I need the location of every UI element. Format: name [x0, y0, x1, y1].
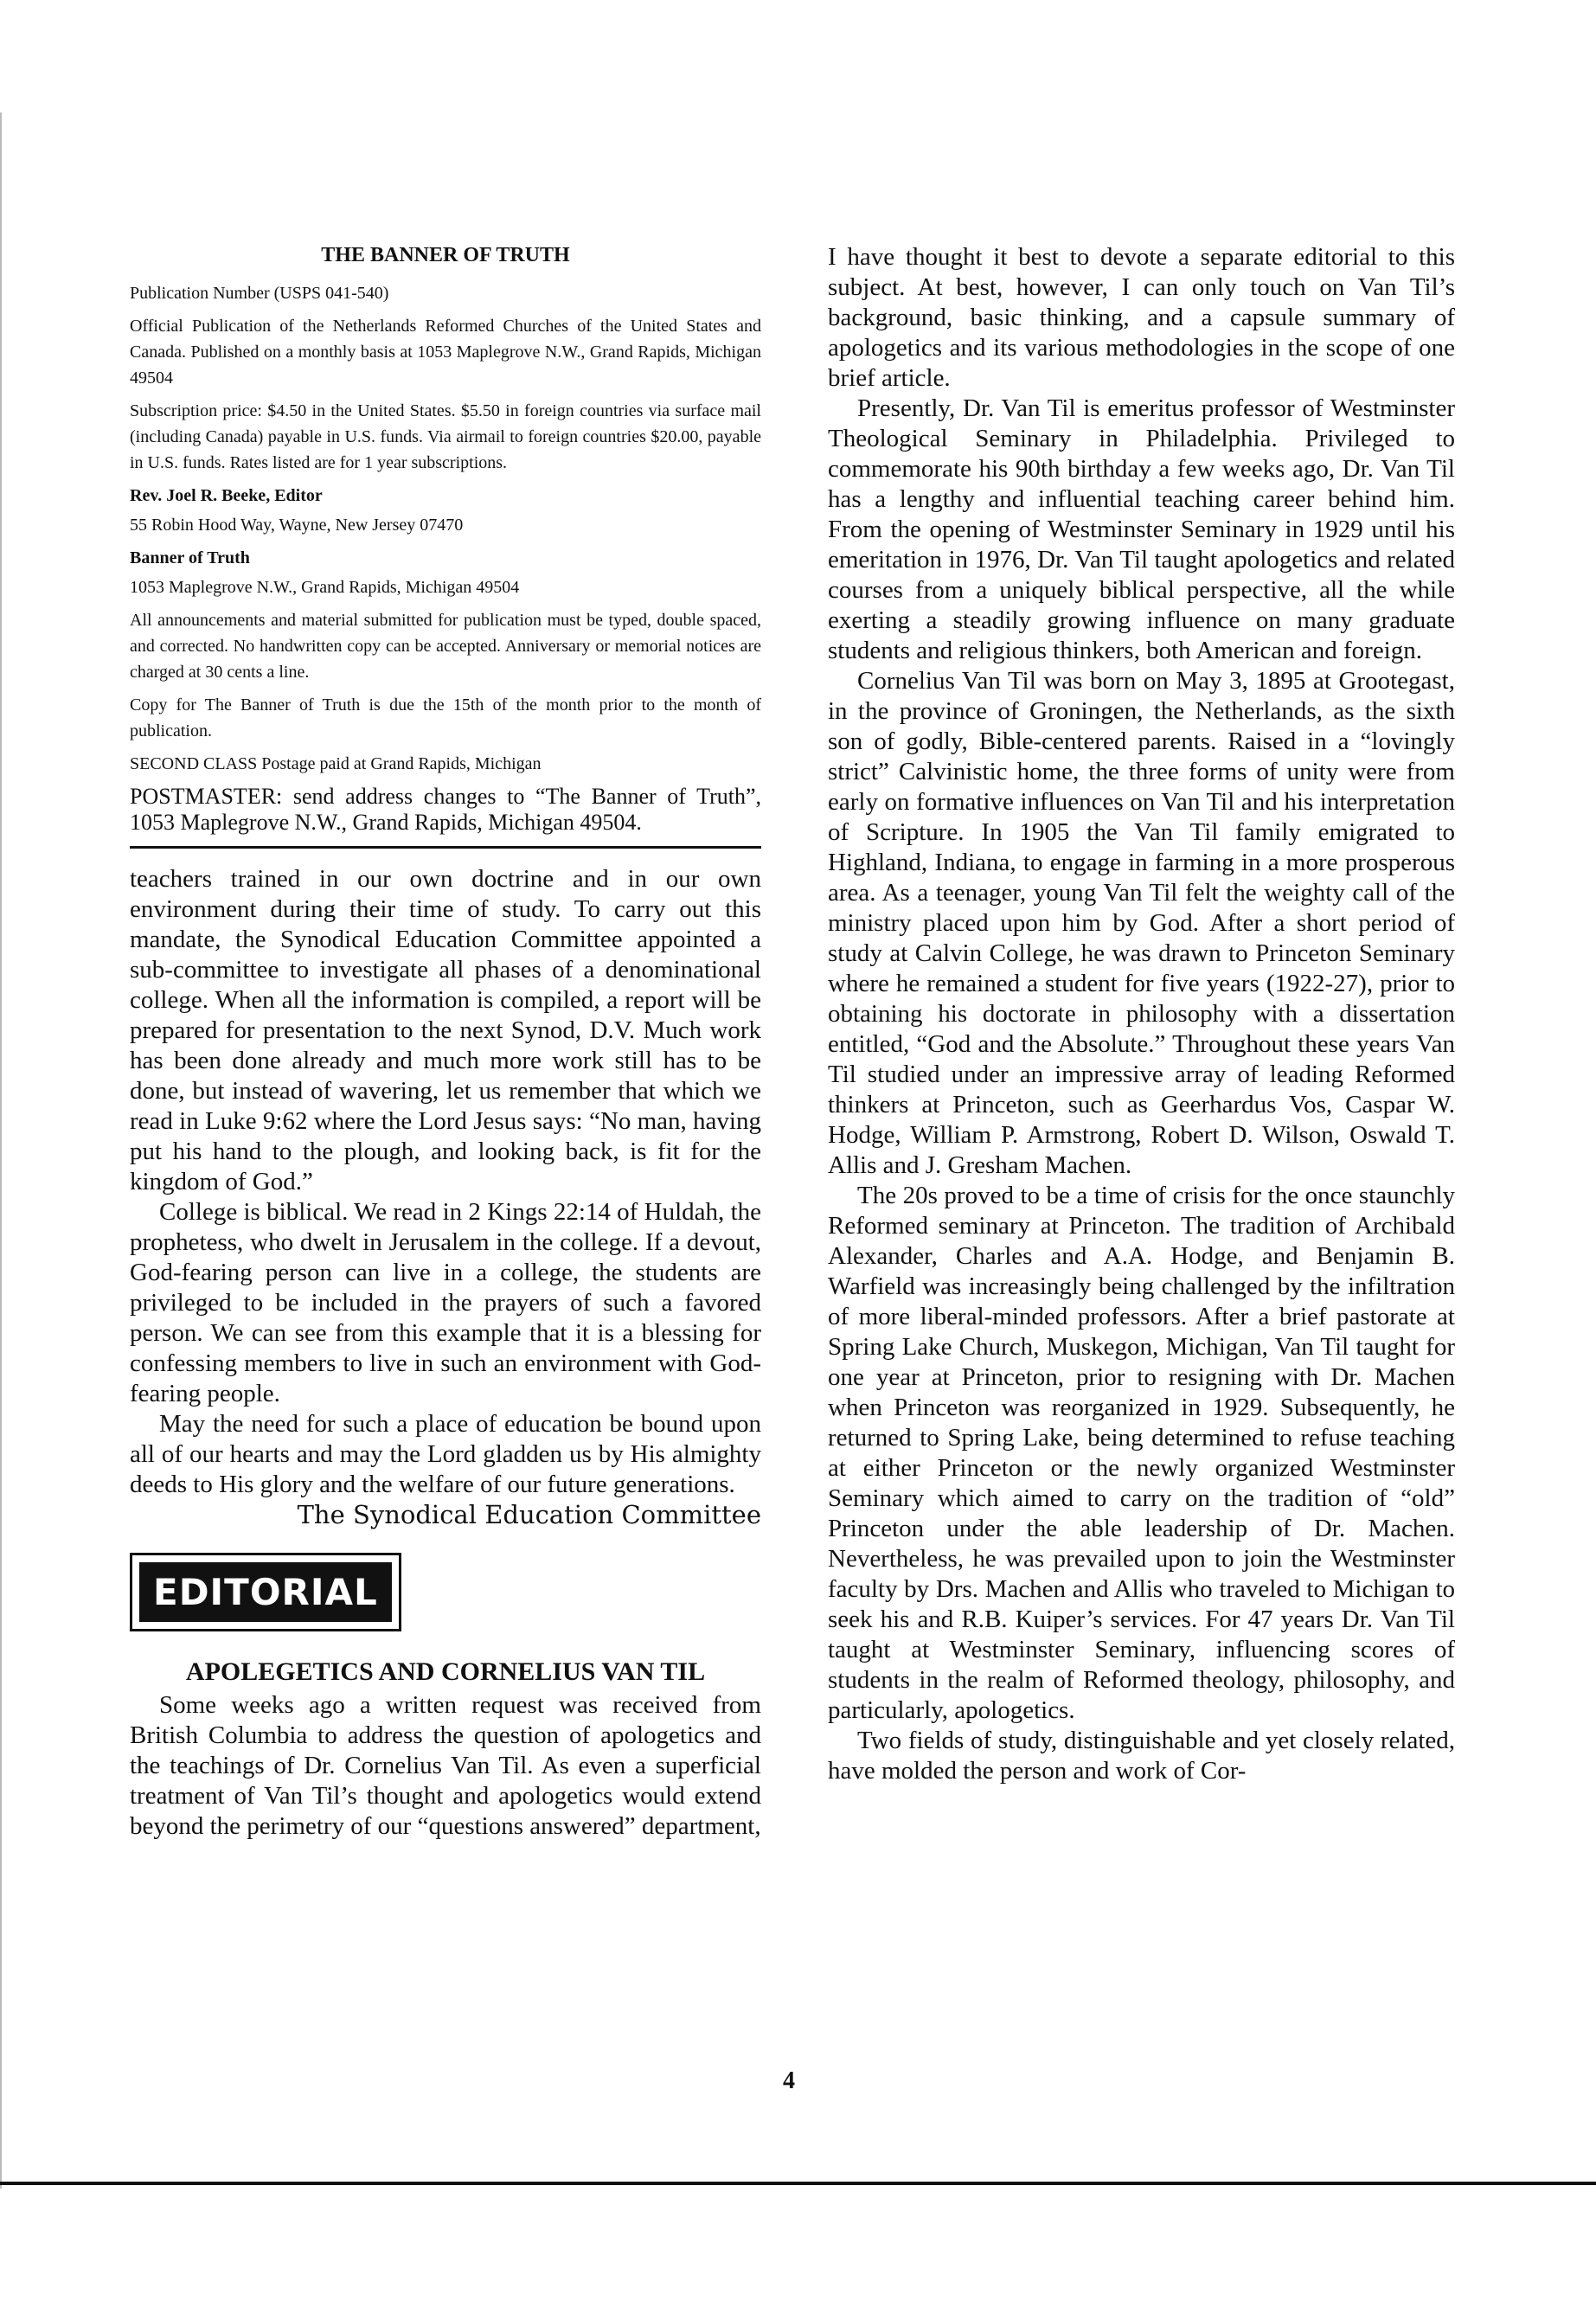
- right-body: [828, 242, 1455, 1786]
- editor-address: 55 Robin Hood Way, Wayne, New Jersey 07470: [130, 516, 464, 535]
- page-edge: [0, 112, 2, 2189]
- left-paragraph: teachers trained in our own doctrine and in our own environment during their time of study. To carry out this mandate, the Synodical Education Committee appointed a sub-committee to investigate all phases of a denominational college. When all the information is compiled, a report will be prepared for presentation to the next Synod, D.V. Much work has been done already and much more work still has to be done, but instead of wavering, let us remember that which we read in Luke 9:62 where the Lord Jesus says: “No man, having put his hand to the plough, and looking back, is fit for the kingdom of God.”: [130, 865, 761, 1195]
- left-column: [130, 242, 761, 1842]
- article-paragraph: Some weeks ago a written request was received from British Columbia to address the question of apologetics and the teachings of Dr. Cornelius Van Til. As even a superficial treatment of Van Til’s thought and apologetics would extend beyond the perimetry of our “questions answered” department,: [130, 1691, 761, 1840]
- masthead-title: THE BANNER OF TRUTH: [321, 244, 570, 266]
- editorial-label-box: [130, 1553, 401, 1631]
- left-paragraph: College is biblical. We read in 2 Kings 22:14 of Huldah, the prophetess, who dwelt in Jerusalem in the college. If a devout, God-fearing person can live in a college, the students are privileged to be included in the prayers of such a favored person. We can see from this example that it is a blessing for confessing members to live in such an environment with God-fearing people.: [130, 1198, 761, 1407]
- left-body: [130, 864, 761, 1500]
- bottom-rule: [0, 2182, 1596, 2185]
- postmaster-note: POSTMASTER: send address changes to “The Banner of Truth”, 1053 Maplegrove N.W., Grand Rapids, Michigan 49504.: [130, 784, 761, 835]
- left-paragraph: May the need for such a place of education be bound upon all of our hearts and may the Lord gladden us by His almighty deeds to His glory and the welfare of our future generations.: [130, 1410, 761, 1498]
- editorial-label: EDITORIAL: [139, 1562, 392, 1622]
- page-number: 4: [783, 2067, 795, 2094]
- subscription-price: Subscription price: $4.50 in the United States. $5.50 in foreign countries via surface mail (including Canada) payable in U.S. funds. Via airmail to foreign countries $20.00, payable in U.S. funds. Rates listed are for 1 year subscriptions.: [130, 401, 761, 472]
- official-publication: Official Publication of the Netherlands Reformed Churches of the United States and Canada. Published on a monthly basis at 1053 Maplegrove N.W., Grand Rapids, Michigan 49504: [130, 317, 761, 388]
- masthead: [130, 242, 761, 836]
- second-class-note: SECOND CLASS Postage paid at Grand Rapids, Michigan: [130, 754, 542, 773]
- banner-address: 1053 Maplegrove N.W., Grand Rapids, Michigan 49504: [130, 578, 520, 597]
- editor-name: Rev. Joel R. Beeke, Editor: [130, 486, 323, 505]
- right-paragraph: Presently, Dr. Van Til is emeritus professor of Westminster Theological Seminary in Philadelphia. Privileged to commemorate his 90th birthday a few weeks ago, Dr. Van Til has a lengthy and influential teaching career behind him. From the opening of Westminster Seminary in 1929 until his emeritation in 1976, Dr. Van Til taught apologetics and related courses from a uniquely biblical perspective, all the while exerting a steadily growing influence on many graduate students and religious thinkers, both American and foreign.: [828, 394, 1455, 664]
- article-intro: [130, 1690, 761, 1842]
- right-paragraph: Two fields of study, distinguishable and yet closely related, have molded the person and work of Cor-: [828, 1727, 1455, 1785]
- right-paragraph: The 20s proved to be a time of crisis for the once staunchly Reformed seminary at Princeton. The tradition of Archibald Alexander, Charles and A.A. Hodge, and Benjamin B. Warfield was increasingly being challenged by the infiltration of more liberal-minded professors. After a brief pastorate at Spring Lake Church, Muskegon, Michigan, Van Til taught for one year at Princeton, prior to resigning with Dr. Machen when Princeton was reorganized in 1929. Subsequently, he returned to Spring Lake, being determined to refuse teaching at either Princeton or the newly organized Westminster Seminary which aimed to carry on the tradition of “old” Princeton under the able leadership of Dr. Machen. Nevertheless, he was prevailed upon to join the Westminster faculty by Drs. Machen and Allis who traveled to Michigan to seek his and R.B. Kuiper’s services. For 47 years Dr. Van Til taught at Westminster Seminary, influencing scores of students in the realm of Reformed theology, philosophy, and particularly, apologetics.: [828, 1182, 1455, 1724]
- masthead-divider: [130, 846, 761, 849]
- article-title: APOLEGETICS AND CORNELIUS VAN TIL: [185, 1657, 706, 1686]
- right-paragraph: I have thought it best to devote a separate editorial to this subject. At best, however, I can only touch on Van Til’s background, basic thinking, and a capsule summary of apologetics and its various methodologies in the scope of one brief article.: [828, 243, 1455, 392]
- announcements-note: All announcements and material submitted for publication must be typed, double spaced, and corrected. No handwritten copy can be accepted. Anniversary or memorial notices are charged at 30 cents a line.: [130, 611, 761, 682]
- committee-signature: The Synodical Education Committee: [297, 1500, 761, 1529]
- publication-number: Publication Number (USPS 041-540): [130, 284, 389, 303]
- right-column: [828, 242, 1455, 1786]
- right-paragraph: Cornelius Van Til was born on May 3, 1895 at Grootegast, in the province of Groningen, the Netherlands, as the sixth son of godly, Bible-centered parents. Raised in a “lovingly strict” Calvinistic home, the three forms of unity were from early on formative influences on Van Til and his interpretation of Scripture. In 1905 the Van Til family emigrated to Highland, Indiana, to engage in farming in a more prosperous area. As a teenager, young Van Til felt the weighty call of the ministry placed upon him by God. After a short period of study at Calvin College, he was drawn to Princeton Seminary where he remained a student for five years (1922-27), prior to obtaining his doctorate in philosophy with a dissertation entitled, “God and the Absolute.” Throughout these years Van Til studied under an impressive array of leading Reformed thinkers at Princeton, such as Geerhardus Vos, Caspar W. Hodge, William P. Armstrong, Robert D. Wilson, Oswald T. Allis and J. Gresham Machen.: [828, 667, 1455, 1179]
- copy-due-note: Copy for The Banner of Truth is due the 15th of the month prior to the month of publication.: [130, 695, 761, 740]
- banner-name: Banner of Truth: [130, 548, 250, 567]
